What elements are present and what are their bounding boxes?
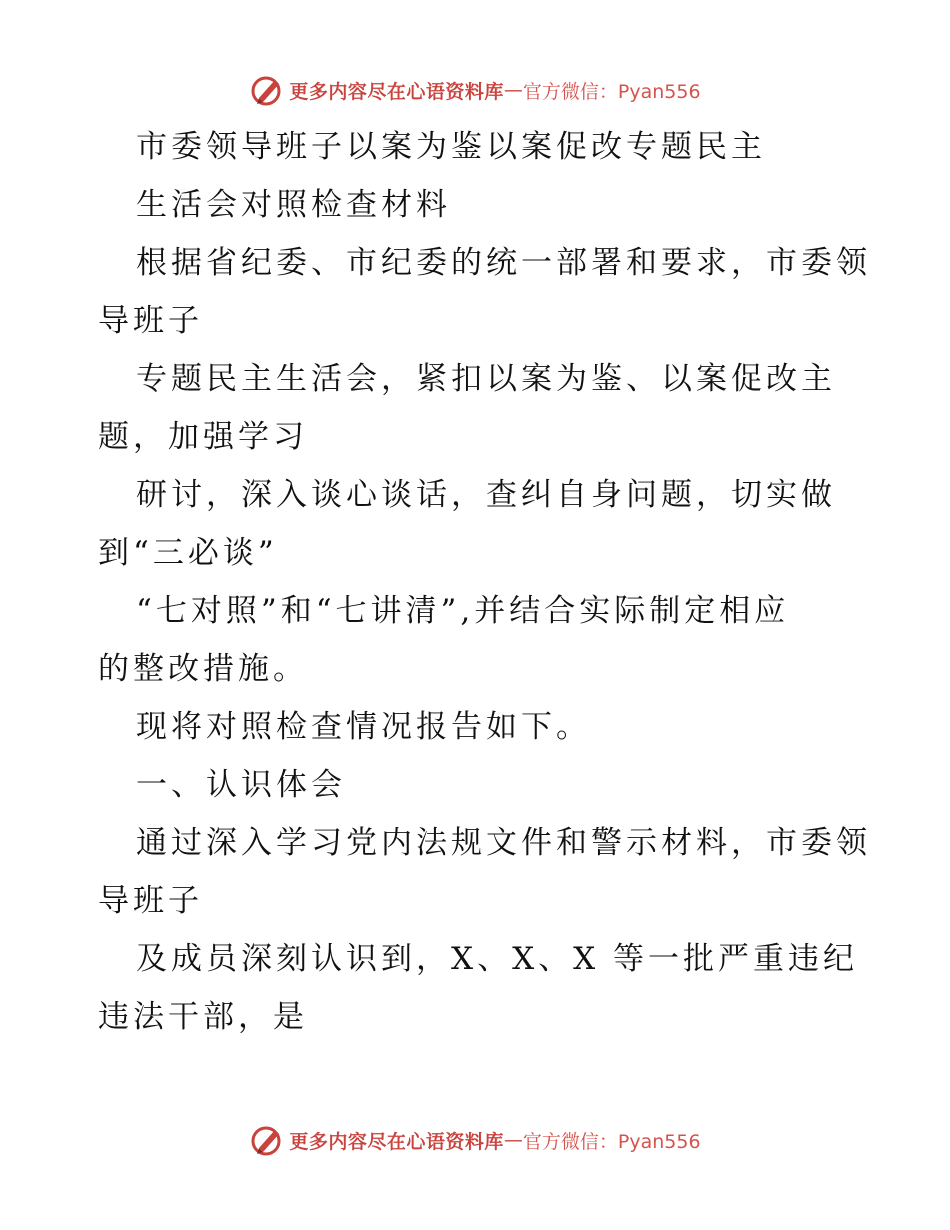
watermark-site-text: 更多内容尽在心语资料库 <box>289 1130 504 1153</box>
paragraph-line: 导班子 <box>98 303 203 339</box>
paragraph-line: 研讨，深入谈心谈话，查纠自身问题，切实做 <box>136 477 836 513</box>
paragraph-line: 的整改措施。 <box>98 651 308 687</box>
paragraph-line: 导班子 <box>98 883 203 919</box>
watermark-wechat-text: 官方微信：Pyan556 <box>522 80 701 103</box>
section-heading: 一、认识体会 <box>136 767 346 803</box>
paragraph-line: 专题民主生活会，紧扣以案为鉴、以案促改主 <box>136 361 836 397</box>
title-line-2: 生活会对照检查材料 <box>136 187 451 223</box>
watermark-header <box>0 70 950 110</box>
document-body <box>98 118 871 1046</box>
pen-logo-icon <box>249 72 285 108</box>
paragraph-line: 到“三必谈” <box>98 535 278 571</box>
watermark-wechat-text: 官方微信：Pyan556 <box>522 1130 701 1153</box>
paragraph-line: 通过深入学习党内法规文件和警示材料，市委领 <box>136 825 871 861</box>
watermark-separator: — <box>503 1129 523 1151</box>
pen-logo-icon <box>249 1122 285 1158</box>
watermark-separator: — <box>503 79 523 101</box>
watermark-footer <box>0 1120 950 1160</box>
title-line-1: 市委领导班子以案为鉴以案促改专题民主 <box>136 129 766 165</box>
paragraph-line: 及成员深刻认识到，X、X、X 等一批严重违纪 <box>136 941 859 977</box>
paragraph-line: 题，加强学习 <box>98 419 308 455</box>
paragraph-line: 根据省纪委、市纪委的统一部署和要求，市委领 <box>136 245 871 281</box>
paragraph-line: “七对照”和“七讲清”,并结合实际制定相应 <box>136 593 790 629</box>
watermark-site-text: 更多内容尽在心语资料库 <box>289 80 504 103</box>
paragraph-line: 现将对照检查情况报告如下。 <box>136 709 591 745</box>
paragraph-line: 违法干部，是 <box>98 999 308 1035</box>
